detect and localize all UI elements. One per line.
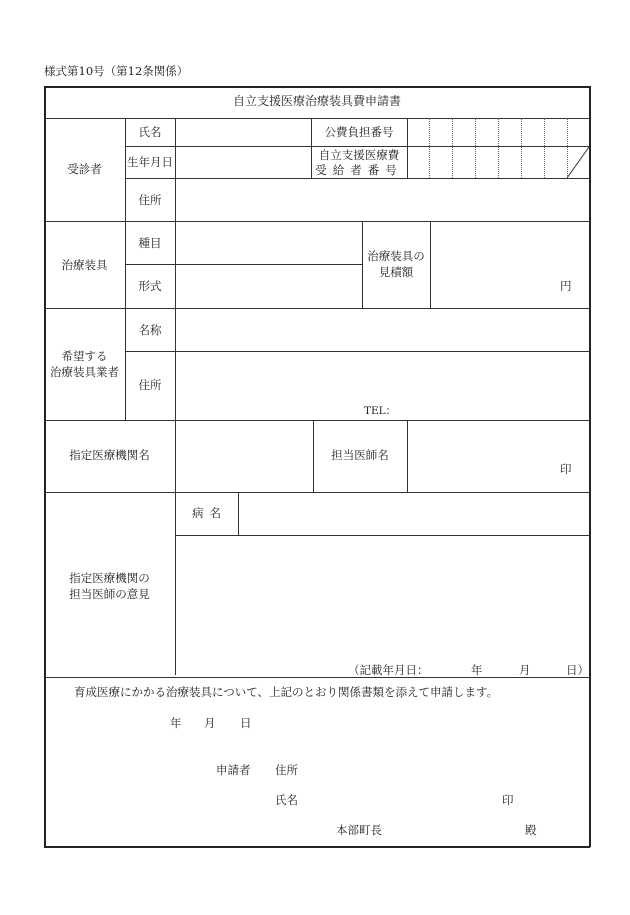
form-number: 様式第10号（第12条関係）	[44, 64, 189, 78]
applicant-address-label: 住所	[275, 763, 298, 777]
patient-address-label: 住所	[138, 193, 162, 207]
vendor-section-label-2: 治療装具業者	[50, 365, 119, 379]
applicant-label: 申請者	[216, 763, 251, 777]
name-label: 氏名	[138, 125, 162, 139]
vendor-name-label: 名称	[138, 323, 162, 337]
doctor-field[interactable]	[408, 421, 589, 491]
addressee: 本部町長	[336, 823, 382, 837]
doctor-label: 担当医師名	[331, 448, 389, 462]
vendor-section-label-1: 希望する	[61, 349, 108, 363]
estimate-label-2: 見積額	[378, 265, 414, 279]
doctor-seal-mark: 印	[560, 462, 572, 476]
opinion-field[interactable]	[176, 536, 589, 658]
device-type-label: 種目	[138, 236, 162, 250]
device-section-label: 治療装具	[61, 258, 108, 272]
estimate-label-1: 治療装具の	[367, 249, 425, 263]
patient-section-label: 受診者	[67, 162, 102, 176]
birthdate-label: 生年月日	[127, 155, 173, 169]
opinion-date-prefix: （記載年月日：	[348, 663, 429, 677]
disease-field[interactable]	[239, 493, 589, 534]
payer-number-label: 公費負担番号	[324, 125, 394, 139]
recipient-number-label-1: 自立支援医療費	[318, 148, 400, 162]
applicant-name-field[interactable]	[302, 788, 492, 810]
tel-label: TEL：	[364, 405, 397, 417]
application-month: 月	[204, 716, 216, 730]
device-model-label: 形式	[138, 279, 162, 293]
opinion-date-year: 年	[471, 663, 483, 677]
applicant-name-label: 氏名	[275, 793, 298, 807]
birthdate-field[interactable]	[176, 147, 310, 177]
recipient-number-field[interactable]	[408, 147, 566, 177]
applicant-seal-mark: 印	[502, 793, 514, 807]
payer-number-field[interactable]	[408, 119, 589, 145]
opinion-section-label-1: 指定医療機関の	[69, 571, 150, 585]
opinion-section-label-2: 担当医師の意見	[69, 587, 150, 601]
application-day: 日	[240, 716, 252, 730]
disease-label: 病名	[192, 506, 227, 520]
vendor-address-field[interactable]	[176, 352, 589, 404]
device-model-field[interactable]	[176, 265, 361, 307]
application-year: 年	[170, 716, 182, 730]
vendor-address-label: 住所	[138, 378, 162, 392]
void-slash	[567, 146, 590, 179]
vendor-name-field[interactable]	[176, 309, 589, 350]
name-field[interactable]	[176, 119, 310, 145]
form-title: 自立支援医療治療装具費申請書	[232, 94, 401, 108]
patient-address-field[interactable]	[176, 179, 589, 220]
device-type-field[interactable]	[176, 222, 361, 263]
institution-label: 指定医療機関名	[69, 448, 150, 462]
applicant-address-field[interactable]	[302, 758, 572, 780]
opinion-date-day: 日）	[566, 663, 589, 677]
estimate-field[interactable]	[431, 222, 589, 307]
declaration-statement: 育成医療にかかる治療装具について、上記のとおり関係書類を添えて申請します。	[74, 685, 499, 699]
opinion-date-month: 月	[519, 663, 531, 677]
institution-field[interactable]	[176, 421, 312, 491]
yen-unit: 円	[560, 279, 572, 293]
recipient-number-label-2: 受給者番号	[315, 163, 403, 177]
addressee-honorific: 殿	[525, 823, 537, 837]
